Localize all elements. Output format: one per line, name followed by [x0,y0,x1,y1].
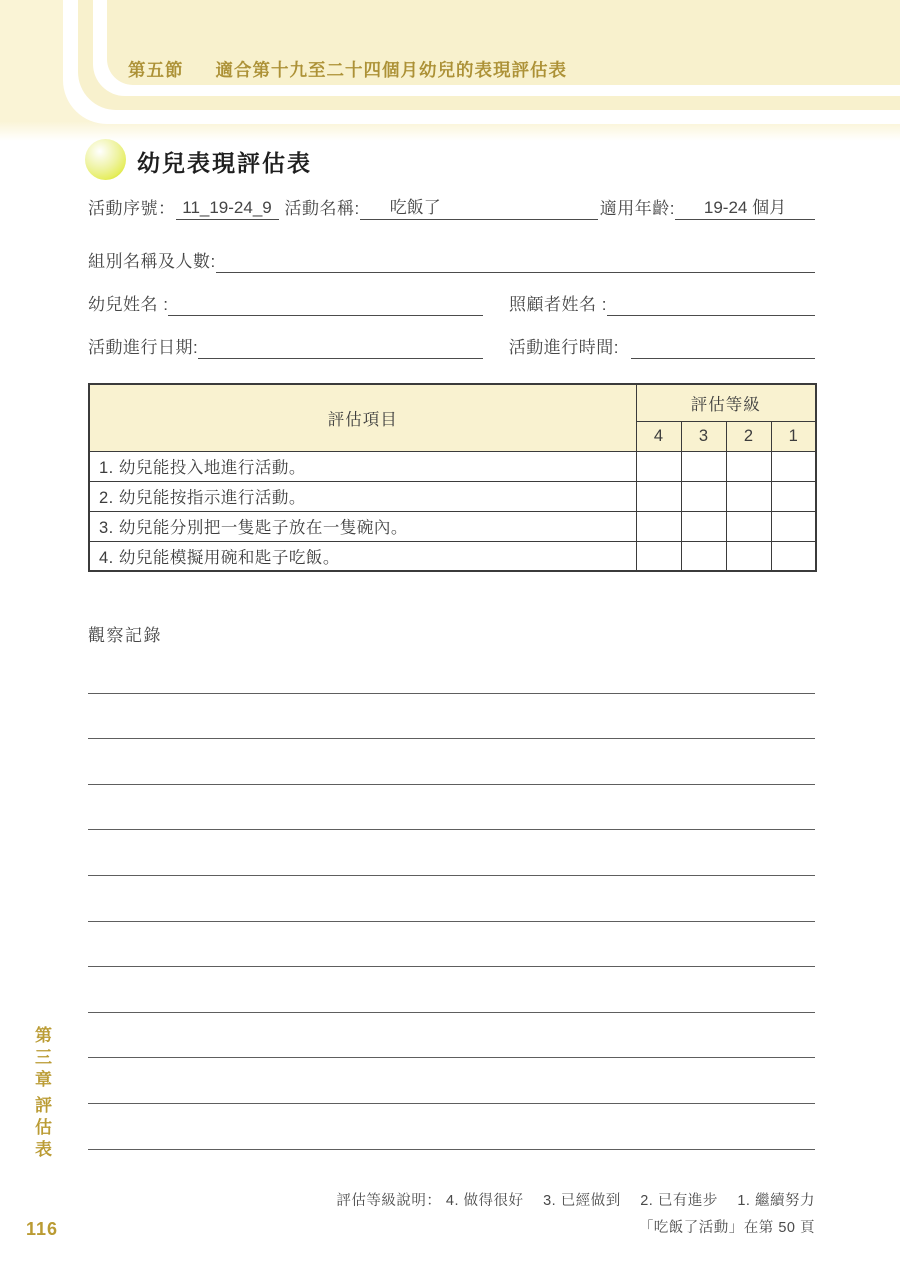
grade-cell[interactable] [681,511,726,541]
grade-2-header: 2 [726,421,771,451]
table-row [89,481,816,511]
table-row [89,511,816,541]
writing-line[interactable] [88,830,815,876]
writing-line[interactable] [88,785,815,831]
table-header-row-1 [89,384,816,421]
form-row-datetime [88,336,815,359]
page-title: 幼兒表現評估表 [137,150,312,176]
grade-cell[interactable] [681,451,726,481]
grade-cell[interactable] [681,481,726,511]
grade-3-header: 3 [681,421,726,451]
grade-cell[interactable] [726,451,771,481]
activity-name-label: 活動名稱: [284,199,360,218]
section-header [128,57,567,82]
item-column-header: 評估項目 [89,384,636,451]
time-field[interactable] [631,338,815,359]
group-field[interactable] [216,252,815,273]
grade-cell[interactable] [726,541,771,571]
grade-cell[interactable] [771,511,816,541]
table-row [89,541,816,571]
grade-1-header: 1 [771,421,816,451]
age-label: 適用年齡: [599,199,675,218]
writing-line[interactable] [88,739,815,785]
grade-cell[interactable] [636,451,681,481]
activity-page-reference: 「吃飯了活動」在第 50 頁 [638,1220,815,1236]
grade-cell[interactable] [771,541,816,571]
ball-icon [85,139,126,180]
activity-name-field[interactable]: 吃飯了 [360,193,598,220]
writing-line[interactable] [88,967,815,1013]
group-label: 組別名稱及人數: [88,252,216,271]
form-row-activity [88,197,815,220]
writing-line[interactable] [88,876,815,922]
date-label: 活動進行日期: [88,338,199,357]
observation-lines [88,648,815,1150]
writing-line[interactable] [88,648,815,694]
grade-cell[interactable] [726,511,771,541]
grade-cell[interactable] [681,541,726,571]
grade-cell[interactable] [771,451,816,481]
activity-no-field[interactable]: 11_19-24_9 [176,198,279,220]
date-field[interactable] [198,338,483,359]
observation-label: 觀察記錄 [88,626,162,645]
section-title: 適合第十九至二十四個月幼兒的表現評估表 [215,60,567,80]
form-row-names [88,293,815,316]
section-number: 第五節 [128,60,184,80]
caregiver-label: 照顧者姓名 : [509,295,607,314]
assessment-item-2: 2. 幼兒能按指示進行活動。 [89,481,636,511]
child-name-label: 幼兒姓名 : [88,295,169,314]
assessment-item-3: 3. 幼兒能分別把一隻匙子放在一隻碗內。 [89,511,636,541]
writing-line[interactable] [88,1013,815,1059]
form-row-group [88,250,815,273]
writing-line[interactable] [88,1104,815,1150]
time-label: 活動進行時間: [508,338,619,357]
grade-cell[interactable] [726,481,771,511]
grade-4-header: 4 [636,421,681,451]
page-number: 116 [26,1219,59,1239]
age-field[interactable]: 19-24 個月 [675,193,815,220]
writing-line[interactable] [88,922,815,968]
grade-column-header: 評估等級 [636,384,816,421]
sidebar-section-label: 評估表 [32,1096,51,1162]
sidebar-chapter-label: 第三章 [32,1026,51,1092]
assessment-item-1: 1. 幼兒能投入地進行活動。 [89,451,636,481]
activity-no-label: 活動序號： [88,199,176,218]
child-name-field[interactable] [168,295,483,316]
caregiver-field[interactable] [607,295,815,316]
writing-line[interactable] [88,1058,815,1104]
grade-cell[interactable] [771,481,816,511]
assessment-item-4: 4. 幼兒能模擬用碗和匙子吃飯。 [89,541,636,571]
assessment-table [88,383,817,572]
grade-cell[interactable] [636,511,681,541]
table-row [89,451,816,481]
grade-legend: 評估等級說明： 4. 做得很好 3. 已經做到 2. 已有進步 1. 繼續努力 [336,1193,815,1209]
grade-cell[interactable] [636,541,681,571]
writing-line[interactable] [88,694,815,740]
grade-cell[interactable] [636,481,681,511]
